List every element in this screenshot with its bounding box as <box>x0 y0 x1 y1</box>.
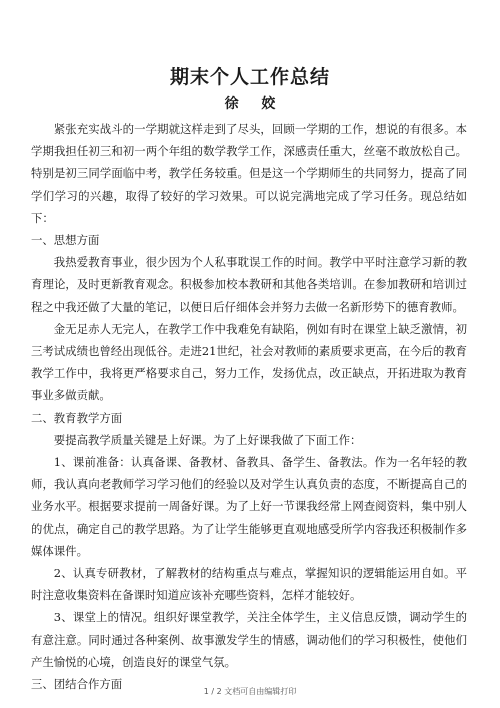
paragraph: 3、课堂上的情况。组织好课堂教学，关注全体学生，主义信息反馈，调动学生的有意注意。同时通过各种案例、故事激发学生的情感，调动他们的学习积极性，使他们产生愉悦的心境，创造良好的课堂气氛。 <box>31 610 467 669</box>
intro-paragraph: 紧张充实战斗的一学期就这样走到了尽头，回顾一学期的工作，想说的有很多。本学期我担任初三和初一两个年组的数学教学工作，深感责任重大，丝毫不敢放松自己。特别是初三同学面临中考，教学任务较重。但是这一个学期师生的共同努力，提高了同学们学习的兴趣，取得了较好的学习效果。可以说完满地完成了学习任务。现总结如下： <box>31 122 467 225</box>
paragraph: 我热爱教育事业，很少因为个人私事耽误工作的时间。教学中平时注意学习新的教育理论，及时更新教育观念。积极参加校本教研和其他各类培训。在参加教研和培训过程之中我还做了大量的笔记，以便日后仔细体会并努力去做一名新形势下的德育教师。 <box>31 255 467 314</box>
section-heading-cooperation: 三、团结合作方面 <box>31 677 123 692</box>
document-body <box>31 118 467 695</box>
paragraph: 2、认真专研教材，了解教材的结构重点与难点，掌握知识的逻辑能运用自如。平时注意收集资料在备课时知道应该补充哪些资料，怎样才能较好。 <box>31 566 467 603</box>
document-title: 期末个人工作总结 <box>169 66 330 88</box>
section-heading-teaching: 二、教育教学方面 <box>31 410 123 425</box>
page-footer: 1 / 2 文档可自由编辑打印 <box>203 687 297 696</box>
section-heading-thought: 一、思想方面 <box>31 233 100 248</box>
document-author: 徐 姣 <box>224 96 276 112</box>
paragraph: 金无足赤人无完人，在教学工作中我难免有缺陷，例如有时在课堂上缺乏激情，初三考试成绩也曾经出现低谷。走进21世纪，社会对教师的素质要求更高，在今后的教育教学工作中，我将更严格要求自己，努力工作，发扬优点，改正缺点，开拓进取为教育事业多做贡献。 <box>31 321 467 403</box>
paragraph: 要提高教学质量关键是上好课。为了上好课我做了下面工作： <box>53 432 362 447</box>
paragraph: 1、课前准备：认真备课、备教材、备教具、备学生、备教法。作为一名年轻的教师，我认真向老教师学习学习他们的经验以及对学生认真负责的态度，不断提高自己的业务水平。根据要求提前一周备好课。为了上好一节课我经常上网查阅资料，集中别人的优点，确定自己的教学思路。为了让学生能够更直观地感受所学内容我还积极制作多媒体课件。 <box>31 455 467 558</box>
